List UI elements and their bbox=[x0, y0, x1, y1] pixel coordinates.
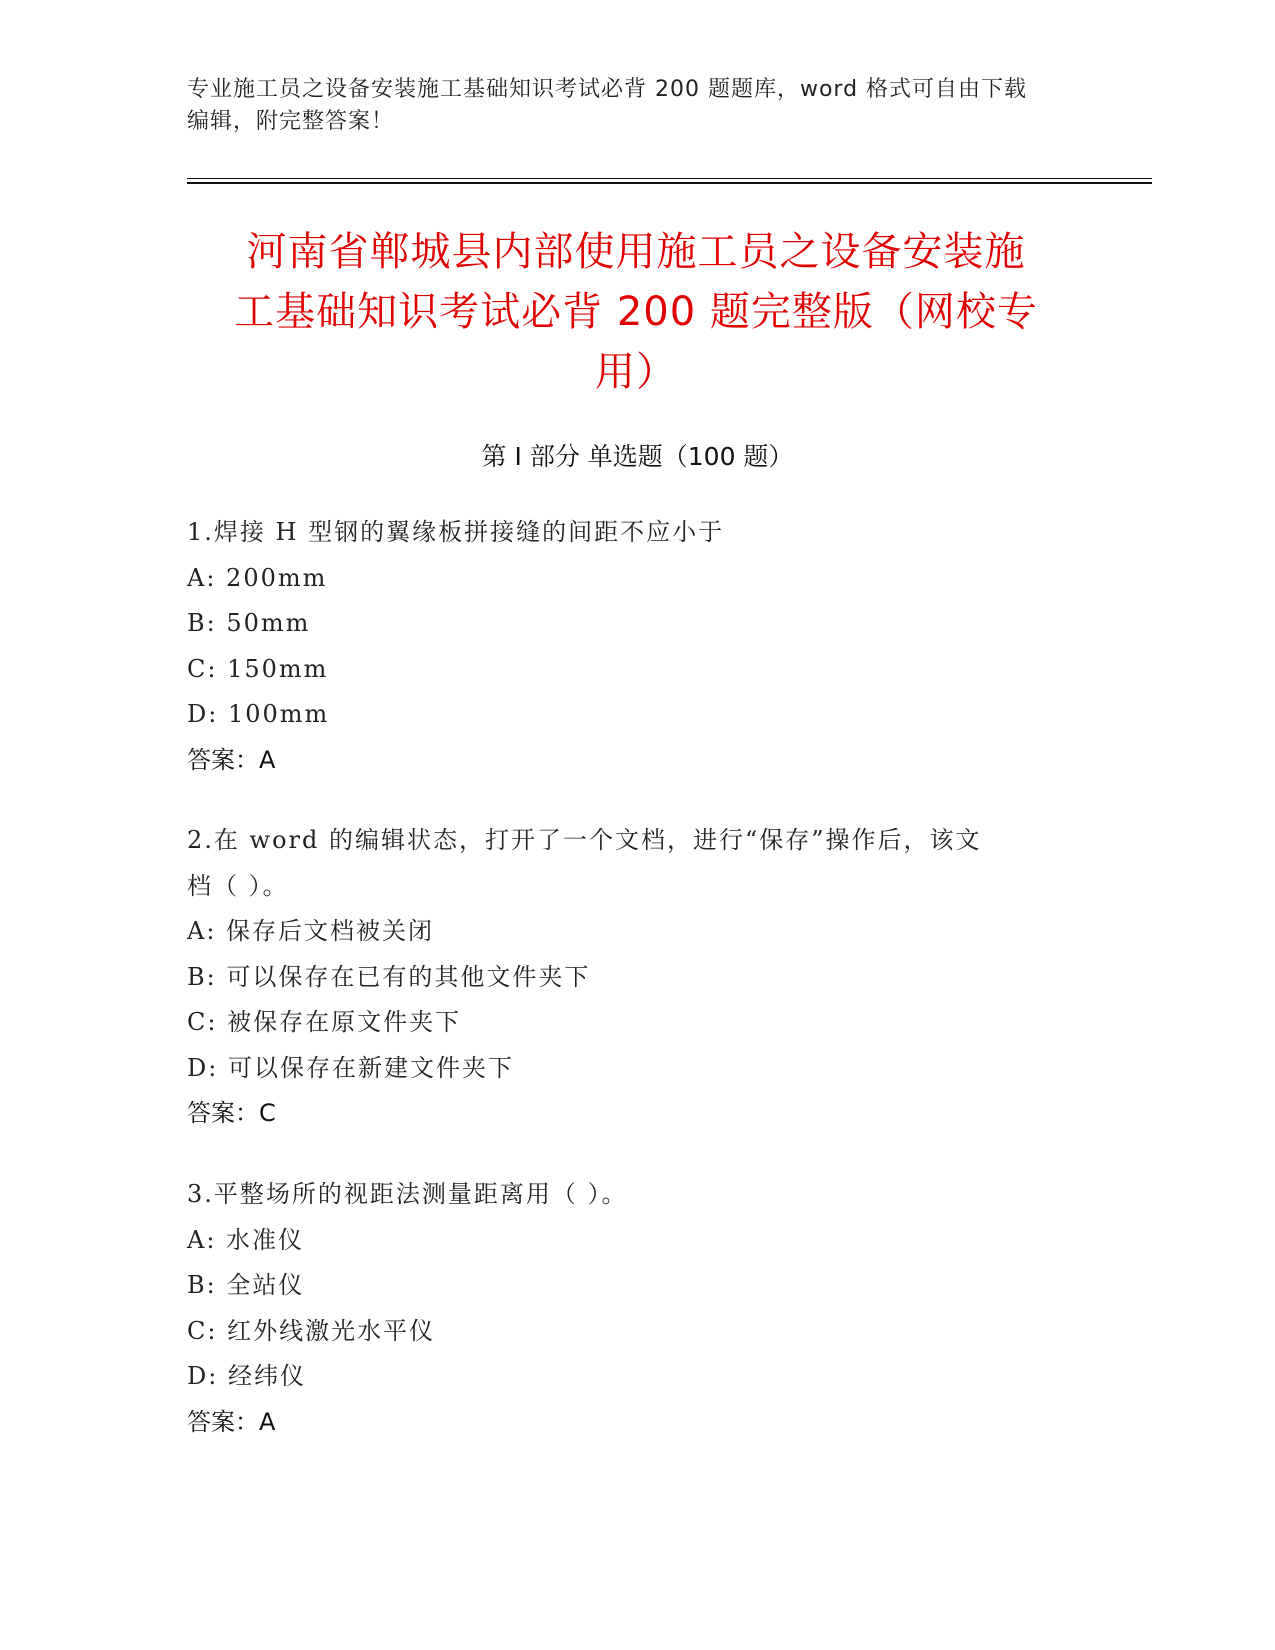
option-d: D: 可以保存在新建文件夹下 bbox=[187, 1053, 514, 1082]
question-text: 2.在 word 的编辑状态，打开了一个文档，进行“保存”操作后，该文 bbox=[187, 826, 982, 854]
option-d: D: 100mm bbox=[187, 700, 330, 728]
option-b: B: 可以保存在已有的其他文件夹下 bbox=[187, 962, 591, 991]
document-title bbox=[180, 222, 1092, 402]
question-text-continued: 档（ ）。 bbox=[187, 871, 289, 900]
question-2 bbox=[187, 818, 1087, 1137]
question-3 bbox=[187, 1172, 1087, 1445]
header-divider-thick bbox=[187, 182, 1152, 184]
header-note-line-1: 专业施工员之设备安装施工基础知识考试必背 200 题题库，word 格式可自由下载 bbox=[187, 77, 1028, 102]
option-c: C: 150mm bbox=[187, 654, 329, 683]
question-text: 1.焊接 H 型钢的翼缘板拼接缝的间距不应小于 bbox=[187, 518, 725, 546]
document-title-line-3: 用） bbox=[595, 349, 677, 395]
header-note bbox=[187, 74, 1087, 138]
question-1 bbox=[187, 510, 1087, 783]
document-title-line-2: 工基础知识考试必背 200 题完整版（网校专 bbox=[234, 289, 1038, 335]
answer-label: 答案：C bbox=[187, 1099, 276, 1127]
option-a: A: 200mm bbox=[187, 563, 328, 592]
header-divider-thin bbox=[187, 178, 1152, 179]
option-c: C: 红外线激光水平仪 bbox=[187, 1316, 436, 1345]
option-d: D: 经纬仪 bbox=[187, 1362, 306, 1390]
answer-label: 答案：A bbox=[187, 1407, 276, 1436]
header-note-line-2: 编辑，附完整答案！ bbox=[187, 109, 395, 134]
section-heading: 第 I 部分 单选题（100 题） bbox=[481, 442, 794, 471]
option-c: C: 被保存在原文件夹下 bbox=[187, 1008, 462, 1036]
option-b: B: 50mm bbox=[187, 609, 311, 637]
option-a: A: 保存后文档被关闭 bbox=[187, 917, 435, 945]
option-a: A: 水准仪 bbox=[187, 1225, 305, 1254]
document-title-line-1: 河南省郸城县内部使用施工员之设备安装施 bbox=[246, 229, 1026, 275]
question-text: 3.平整场所的视距法测量距离用（ ）。 bbox=[187, 1180, 628, 1208]
option-b: B: 全站仪 bbox=[187, 1271, 305, 1299]
answer-label: 答案：A bbox=[187, 745, 276, 774]
